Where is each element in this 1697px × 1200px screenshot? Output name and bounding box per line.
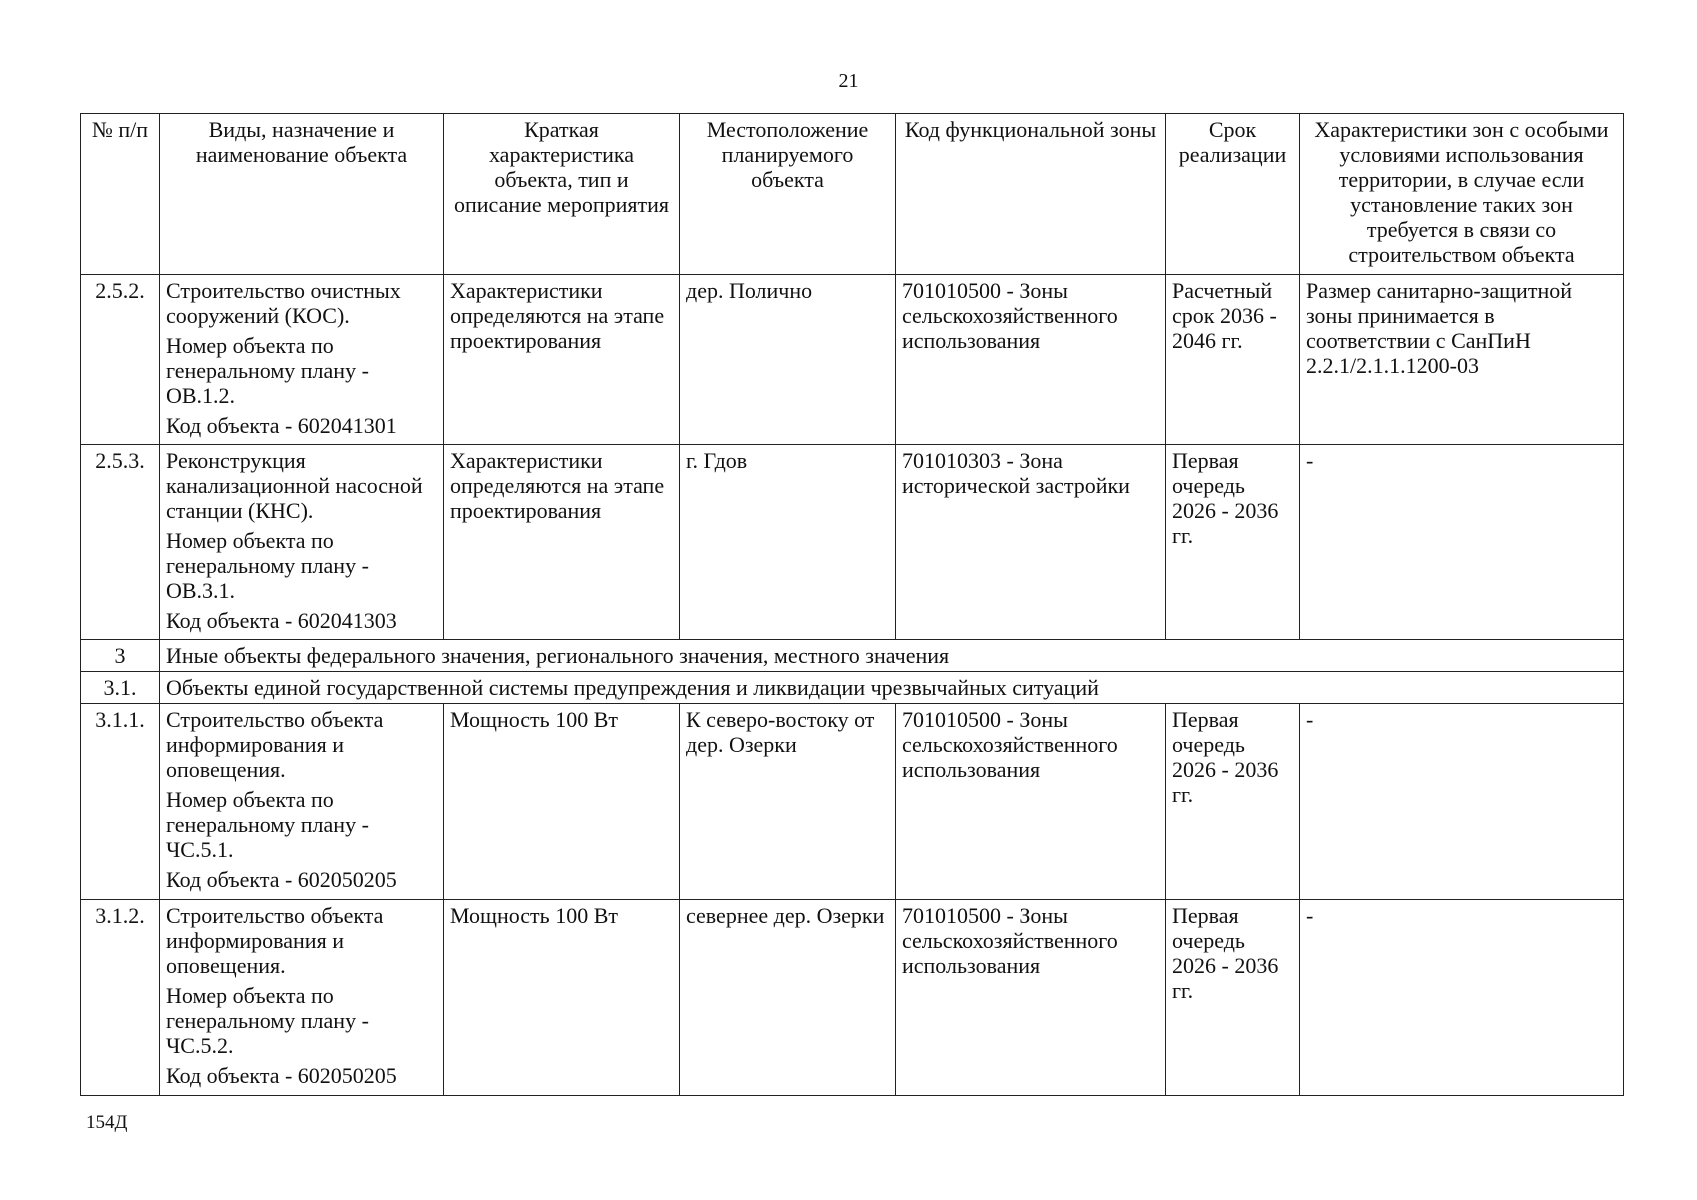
header-zones: Характеристики зон с особыми условиями использования территории, в случае если установление таких зон требуется в связи со строительством объекта	[1300, 114, 1624, 275]
row-characteristic: Мощность 100 Вт	[444, 900, 680, 1096]
row-name-line: Строительство объекта информирования и оповещения.	[166, 707, 384, 782]
row-name-line: Строительство очистных сооружений (КОС).	[166, 278, 401, 328]
row-location: К северо-востоку от дер. Озерки	[680, 704, 896, 900]
row-term: Первая очередь 2026 - 2036 гг.	[1166, 704, 1300, 900]
row-num: 2.5.3.	[81, 445, 160, 640]
row-zone-code: 701010500 - Зоны сельскохозяйственного использования	[896, 900, 1166, 1096]
header-name: Виды, назначение и наименование объекта	[160, 114, 444, 275]
row-name-line: Номер объекта по генеральному плану - ОВ.1.2.	[166, 333, 369, 408]
row-name-line: Номер объекта по генеральному плану - ЧС.5.1.	[166, 787, 369, 862]
row-name-line: Строительство объекта информирования и оповещения.	[166, 903, 384, 978]
section-title: Объекты единой государственной системы предупреждения и ликвидации чрезвычайных ситуаций	[160, 672, 1624, 704]
row-name	[160, 900, 444, 1096]
row-name	[160, 704, 444, 900]
row-name-line: Код объекта - 602041301	[166, 413, 397, 438]
row-characteristic: Мощность 100 Вт	[444, 704, 680, 900]
row-zone-code: 701010303 - Зона исторической застройки	[896, 445, 1166, 640]
section-row	[81, 672, 1624, 704]
table-row	[81, 704, 1624, 900]
row-num: 3.1.1.	[81, 704, 160, 900]
header-characteristic: Краткая характеристика объекта, тип и описание мероприятия	[444, 114, 680, 275]
row-characteristic: Характеристики определяются на этапе проектирования	[444, 445, 680, 640]
header-zone-code: Код функциональной зоны	[896, 114, 1166, 275]
row-zone-code: 701010500 - Зоны сельскохозяйственного использования	[896, 275, 1166, 445]
header-term: Срок реализации	[1166, 114, 1300, 275]
row-name-line: Реконструкция канализационной насосной станции (КНС).	[166, 448, 423, 523]
row-num: 3.1.2.	[81, 900, 160, 1096]
section-row	[81, 640, 1624, 672]
section-num: 3.1.	[81, 672, 160, 704]
row-term: Первая очередь 2026 - 2036 гг.	[1166, 900, 1300, 1096]
row-name	[160, 445, 444, 640]
row-location: г. Гдов	[680, 445, 896, 640]
row-name	[160, 275, 444, 445]
header-num: № п/п	[81, 114, 160, 275]
row-name-line: Код объекта - 602050205	[166, 867, 397, 892]
row-zones: Размер санитарно-защитной зоны принимается в соответствии с СанПиН 2.2.1/2.1.1.1200-03	[1300, 275, 1624, 445]
row-name-line: Код объекта - 602050205	[166, 1063, 397, 1088]
row-name-line: Номер объекта по генеральному плану - ОВ.3.1.	[166, 528, 369, 603]
row-zones: -	[1300, 704, 1624, 900]
row-zone-code: 701010500 - Зоны сельскохозяйственного использования	[896, 704, 1166, 900]
table-row	[81, 275, 1624, 445]
row-term: Первая очередь 2026 - 2036 гг.	[1166, 445, 1300, 640]
footer-code: 154Д	[86, 1112, 128, 1133]
row-num: 2.5.2.	[81, 275, 160, 445]
row-name-line: Номер объекта по генеральному плану - ЧС.5.2.	[166, 983, 369, 1058]
row-location: дер. Полично	[680, 275, 896, 445]
header-location: Местоположение планируемого объекта	[680, 114, 896, 275]
table-header-row	[81, 114, 1624, 275]
row-location: севернее дер. Озерки	[680, 900, 896, 1096]
page-number: 21	[838, 70, 859, 92]
section-title: Иные объекты федерального значения, регионального значения, местного значения	[160, 640, 1624, 672]
row-zones: -	[1300, 445, 1624, 640]
objects-table	[80, 113, 1624, 1096]
row-name-line: Код объекта - 602041303	[166, 608, 397, 633]
table-row	[81, 445, 1624, 640]
row-characteristic: Характеристики определяются на этапе проектирования	[444, 275, 680, 445]
table-row	[81, 900, 1624, 1096]
section-num: 3	[81, 640, 160, 672]
row-zones: -	[1300, 900, 1624, 1096]
row-term: Расчетный срок 2036 - 2046 гг.	[1166, 275, 1300, 445]
